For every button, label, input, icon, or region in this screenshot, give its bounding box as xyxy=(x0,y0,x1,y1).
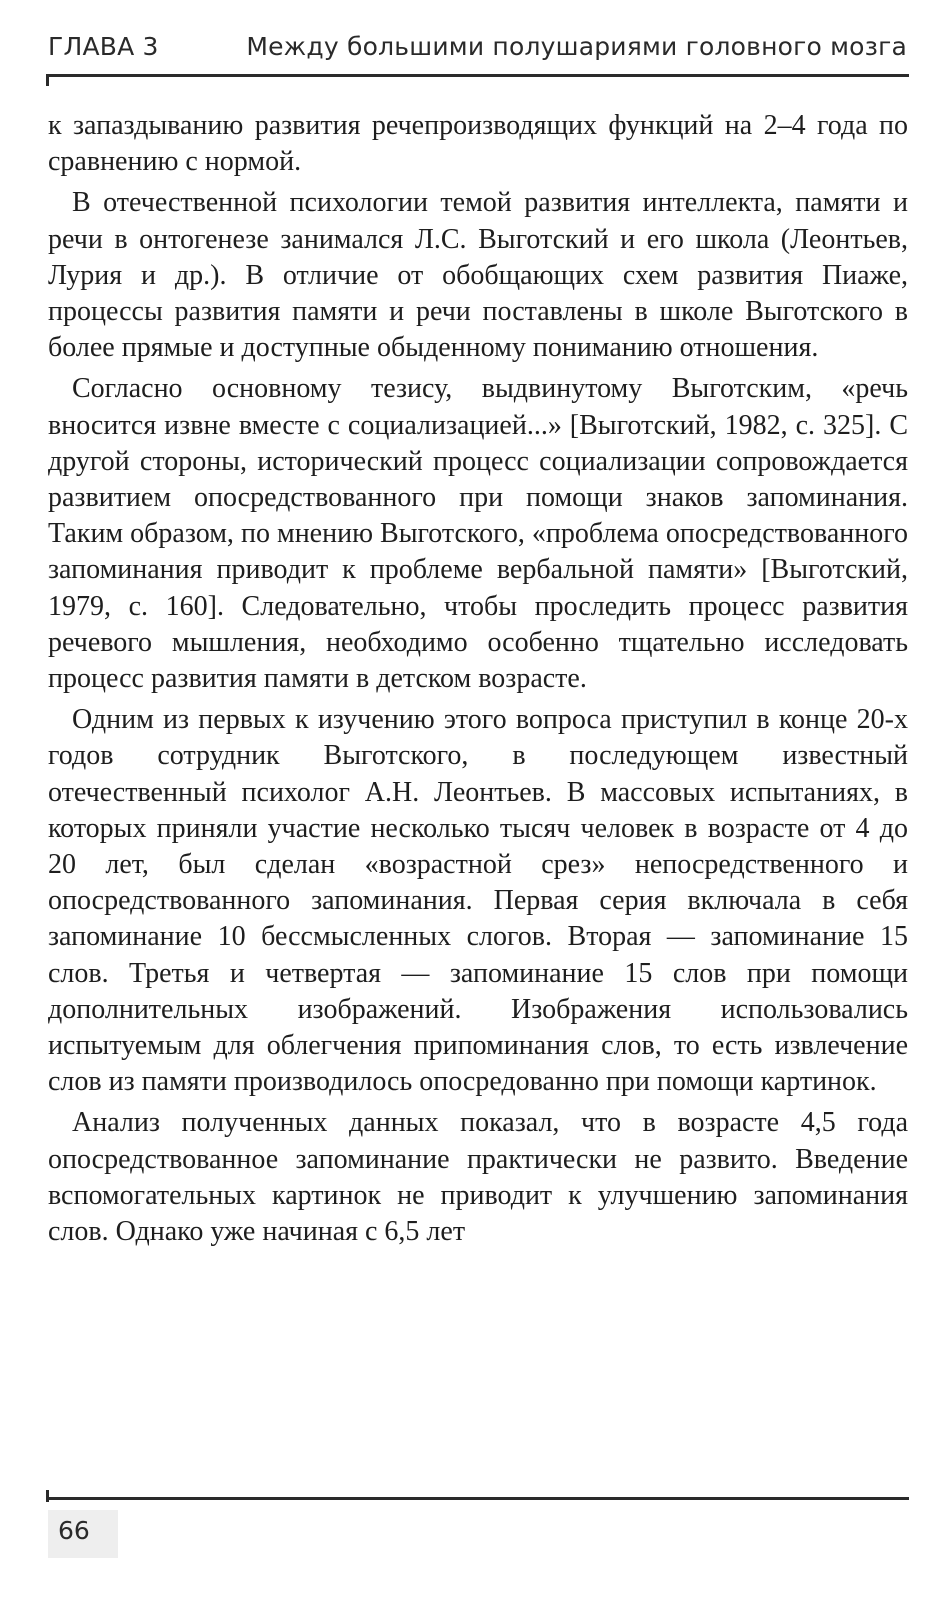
running-head xyxy=(48,32,907,72)
body-text xyxy=(48,108,908,1255)
footer-rule-tick xyxy=(46,1490,49,1502)
paragraph-continued: к запаздыванию развития речепроизводящих функций на 2–4 года по сравнению с нормой. xyxy=(48,110,908,178)
footer-rule xyxy=(46,1497,909,1500)
chapter-title: Между большими полушариями головного мозга xyxy=(246,32,907,61)
page-number: 66 xyxy=(58,1516,90,1545)
paragraph: Анализ полученных данных показал, что в возрасте 4,5 года опосредствованное запоминание практически не развито. Введение вспомогательных картинок не приводит к улучшению запоминания слов. Однако уже начиная с 6,5 лет xyxy=(48,1107,908,1248)
chapter-label: ГЛАВА 3 xyxy=(48,32,159,61)
paragraph: Одним из первых к изучению этого вопроса приступил в конце 20-х годов сотрудник Выготского, в последующем известный отечественный психолог А.Н. Леонтьев. В массовых испытаниях, в которых приняли участие несколько тысяч человек в возрасте от 4 до 20 лет, был сделан «возрастной срез» непосредственного и опосредствованного запоминания. Первая серия включала в себя запоминание 10 бессмысленных слогов. Вторая — запоминание 15 слов. Третья и четвертая — запоминание 15 слов при помощи дополнительных изображений. Изображения использовались испытуемым для облегчения припоминания слов, то есть извлечение слов из памяти производилось опосредованно при помощи картинок. xyxy=(48,704,908,1098)
header-rule xyxy=(46,74,909,77)
paragraph: Согласно основному тезису, выдвинутому Выготским, «речь вносится извне вместе с социализацией...» [Выготский, 1982, с. 325]. С другой стороны, исторический процесс социализации сопровождается развитием опосредствованного при помощи знаков запоминания. Таким образом, по мнению Выготского, «проблема опосредствованного запоминания приводит к проблеме вербальной памяти» [Выготский, 1979, с. 160]. Следовательно, чтобы проследить процесс развития речевого мышления, необходимо особенно тщательно исследовать процесс развития памяти в детском возрасте. xyxy=(48,373,908,695)
header-rule-tick xyxy=(46,74,49,86)
paragraph: В отечественной психологии темой развития интеллекта, памяти и речи в онтогенезе занимался Л.С. Выготский и его школа (Леонтьев, Лурия и др.). В отличие от обобщающих схем развития Пиаже, процессы развития памяти и речи поставлены в школе Выготского в более прямые и доступные обыденному пониманию отношения. xyxy=(48,187,908,364)
